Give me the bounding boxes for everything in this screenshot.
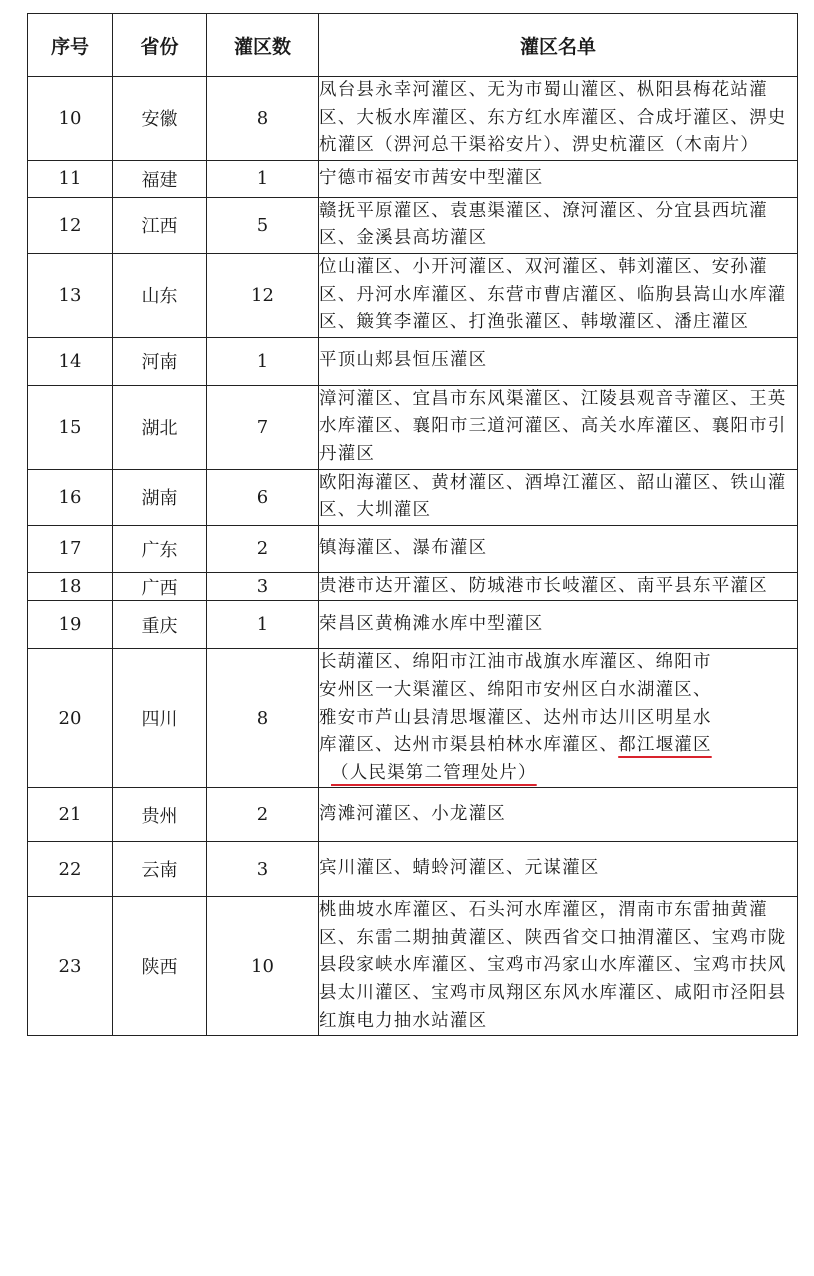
district-count: 10 [207, 897, 319, 1036]
header-district-count: 灌区数 [207, 14, 319, 77]
district-list: 镇海灌区、瀑布灌区 [319, 525, 798, 572]
serial-number: 19 [28, 601, 113, 649]
district-list-line: 安州区一大渠灌区、绵阳市安州区白水湖灌区、 [319, 679, 712, 700]
table-row [28, 788, 798, 842]
district-count: 12 [207, 253, 319, 337]
table-row [28, 842, 798, 897]
province-name: 河南 [113, 337, 207, 385]
district-count: 1 [207, 337, 319, 385]
district-count: 6 [207, 469, 319, 525]
table-row [28, 197, 798, 253]
table-row [28, 77, 798, 161]
district-list: 漳河灌区、宜昌市东风渠灌区、江陵县观音寺灌区、王英水库灌区、襄阳市三道河灌区、高关水库灌区、襄阳市引丹灌区 [319, 385, 798, 469]
district-list [319, 649, 798, 788]
serial-number: 22 [28, 842, 113, 897]
table-row [28, 525, 798, 572]
table-header-row [28, 14, 798, 77]
province-name: 广西 [113, 572, 207, 601]
highlighted-district-subtitle: （人民渠第二管理处片） [331, 762, 537, 783]
district-count: 2 [207, 788, 319, 842]
serial-number: 17 [28, 525, 113, 572]
district-count: 2 [207, 525, 319, 572]
table-row [28, 601, 798, 649]
district-list: 平顶山郏县恒压灌区 [319, 337, 798, 385]
table-row [28, 572, 798, 601]
serial-number: 21 [28, 788, 113, 842]
serial-number: 14 [28, 337, 113, 385]
header-serial-number: 序号 [28, 14, 113, 77]
district-count: 1 [207, 601, 319, 649]
serial-number: 18 [28, 572, 113, 601]
province-name: 江西 [113, 197, 207, 253]
district-list: 凤台县永幸河灌区、无为市蜀山灌区、枞阳县梅花站灌区、大板水库灌区、东方红水库灌区、合成圩灌区、淠史杭灌区（淠河总干渠裕安片）、淠史杭灌区（木南片） [319, 77, 798, 161]
province-name: 陕西 [113, 897, 207, 1036]
irrigation-district-table [27, 13, 798, 1036]
province-name: 山东 [113, 253, 207, 337]
header-district-list: 灌区名单 [319, 14, 798, 77]
province-name: 福建 [113, 160, 207, 197]
highlighted-district-name: 都江堰灌区 [618, 735, 712, 756]
province-name: 重庆 [113, 601, 207, 649]
serial-number: 10 [28, 77, 113, 161]
table-row [28, 337, 798, 385]
serial-number: 11 [28, 160, 113, 197]
table-row [28, 649, 798, 788]
district-list: 宾川灌区、蜻蛉河灌区、元谋灌区 [319, 842, 798, 897]
table-row [28, 253, 798, 337]
district-list: 贵港市达开灌区、防城港市长岐灌区、南平县东平灌区 [319, 572, 798, 601]
district-list-line: 雅安市芦山县清思堰灌区、达州市达川区明星水 [319, 707, 712, 728]
district-list: 湾滩河灌区、小龙灌区 [319, 788, 798, 842]
province-name: 安徽 [113, 77, 207, 161]
district-count: 3 [207, 842, 319, 897]
table-row [28, 897, 798, 1036]
province-name: 广东 [113, 525, 207, 572]
district-count: 5 [207, 197, 319, 253]
serial-number: 15 [28, 385, 113, 469]
district-count: 3 [207, 572, 319, 601]
district-count: 1 [207, 160, 319, 197]
table-row [28, 385, 798, 469]
province-name: 云南 [113, 842, 207, 897]
table-row [28, 160, 798, 197]
district-count: 8 [207, 649, 319, 788]
district-count: 8 [207, 77, 319, 161]
serial-number: 20 [28, 649, 113, 788]
district-list: 荣昌区黄桷滩水库中型灌区 [319, 601, 798, 649]
province-name: 贵州 [113, 788, 207, 842]
district-list: 宁德市福安市茜安中型灌区 [319, 160, 798, 197]
province-name: 四川 [113, 649, 207, 788]
serial-number: 12 [28, 197, 113, 253]
table-row [28, 469, 798, 525]
district-list: 位山灌区、小开河灌区、双河灌区、韩刘灌区、安孙灌区、丹河水库灌区、东营市曹店灌区、临朐县嵩山水库灌区、簸箕李灌区、打渔张灌区、韩墩灌区、潘庄灌区 [319, 253, 798, 337]
district-list: 桃曲坡水库灌区、石头河水库灌区，渭南市东雷抽黄灌区、东雷二期抽黄灌区、陕西省交口抽渭灌区、宝鸡市陇县段家峡水库灌区、宝鸡市冯家山水库灌区、宝鸡市扶风县太川灌区、宝鸡市凤翔区东风水库灌区、咸阳市泾阳县红旗电力抽水站灌区 [319, 897, 798, 1036]
district-list-line: 库灌区、达州市渠县柏林水库灌区、 [319, 735, 619, 756]
district-list: 欧阳海灌区、黄材灌区、酒埠江灌区、韶山灌区、铁山灌区、大圳灌区 [319, 469, 798, 525]
district-list: 赣抚平原灌区、袁惠渠灌区、潦河灌区、分宜县西坑灌区、金溪县高坊灌区 [319, 197, 798, 253]
serial-number: 23 [28, 897, 113, 1036]
district-list-line: 长葫灌区、绵阳市江油市战旗水库灌区、绵阳市 [319, 652, 712, 673]
province-name: 湖北 [113, 385, 207, 469]
serial-number: 16 [28, 469, 113, 525]
header-province: 省份 [113, 14, 207, 77]
district-count: 7 [207, 385, 319, 469]
serial-number: 13 [28, 253, 113, 337]
province-name: 湖南 [113, 469, 207, 525]
